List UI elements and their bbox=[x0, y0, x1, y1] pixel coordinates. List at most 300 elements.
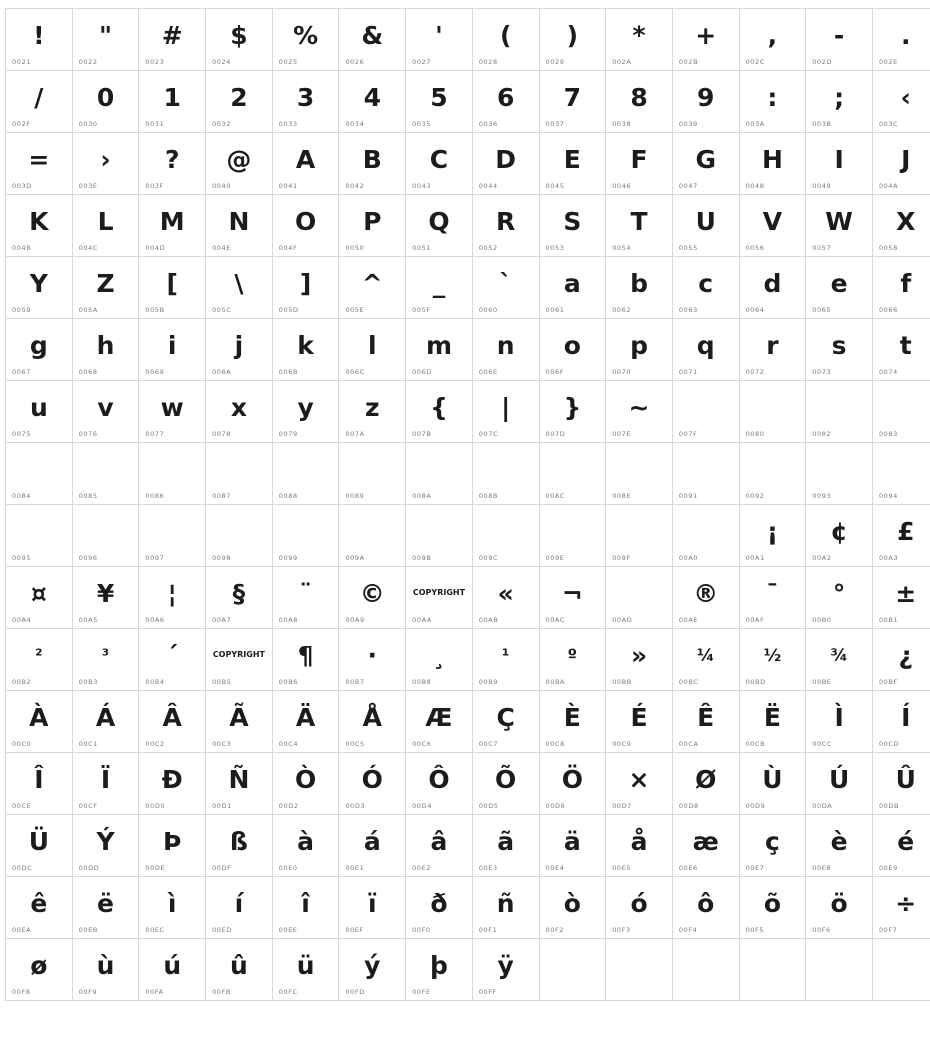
glyph-cell[interactable] bbox=[406, 133, 473, 195]
glyph-character bbox=[606, 567, 672, 609]
glyph-cell[interactable] bbox=[139, 381, 206, 443]
glyph-codepoint: 00E1 bbox=[345, 864, 365, 872]
glyph-cell[interactable] bbox=[872, 629, 930, 691]
glyph-cell[interactable] bbox=[72, 443, 139, 505]
glyph-cell[interactable] bbox=[539, 753, 606, 815]
glyph-cell[interactable] bbox=[406, 381, 473, 443]
glyph-cell[interactable] bbox=[606, 133, 673, 195]
glyph-cell[interactable] bbox=[139, 753, 206, 815]
glyph-cell[interactable] bbox=[406, 877, 473, 939]
glyph-cell[interactable] bbox=[672, 629, 739, 691]
glyph-cell[interactable] bbox=[206, 9, 273, 71]
glyph-cell[interactable] bbox=[6, 505, 73, 567]
glyph-cell[interactable] bbox=[539, 9, 606, 71]
glyph-cell[interactable] bbox=[6, 257, 73, 319]
glyph-codepoint: 0095 bbox=[12, 554, 31, 562]
glyph-cell[interactable] bbox=[872, 505, 930, 567]
glyph-cell[interactable] bbox=[72, 753, 139, 815]
glyph-character: D bbox=[495, 145, 517, 174]
glyph-character: ? bbox=[164, 145, 180, 174]
glyph-cell[interactable] bbox=[606, 257, 673, 319]
glyph-character: 3 bbox=[296, 83, 315, 112]
glyph-cell[interactable] bbox=[406, 257, 473, 319]
glyph-cell[interactable] bbox=[339, 319, 406, 381]
glyph-codepoint: 0026 bbox=[345, 58, 365, 66]
glyph-cell[interactable] bbox=[539, 505, 606, 567]
glyph-cell[interactable] bbox=[606, 629, 673, 691]
glyph-cell[interactable] bbox=[606, 71, 673, 133]
glyph-codepoint: 0072 bbox=[745, 368, 765, 376]
glyph-codepoint: 00D7 bbox=[612, 802, 632, 810]
glyph-character: « bbox=[497, 579, 514, 608]
glyph-cell[interactable] bbox=[406, 319, 473, 381]
glyph-cell[interactable] bbox=[472, 877, 539, 939]
glyph-cell[interactable] bbox=[606, 505, 673, 567]
glyph-cell[interactable] bbox=[6, 195, 73, 257]
glyph-character: Ó bbox=[361, 765, 383, 794]
glyph-cell[interactable] bbox=[339, 443, 406, 505]
glyph-cell[interactable] bbox=[406, 939, 473, 1001]
glyph-cell[interactable] bbox=[6, 443, 73, 505]
glyph-cell[interactable] bbox=[872, 71, 930, 133]
glyph-codepoint: 0052 bbox=[478, 244, 498, 252]
glyph-character bbox=[406, 505, 472, 547]
glyph-character: æ bbox=[692, 827, 719, 856]
glyph-character: a bbox=[563, 269, 581, 298]
glyph-cell[interactable] bbox=[206, 381, 273, 443]
glyph-row bbox=[6, 381, 930, 443]
glyph-cell[interactable] bbox=[672, 753, 739, 815]
glyph-cell[interactable] bbox=[739, 381, 806, 443]
glyph-cell[interactable] bbox=[472, 443, 539, 505]
glyph-cell[interactable] bbox=[339, 753, 406, 815]
glyph-character: Ì bbox=[834, 703, 844, 732]
glyph-cell[interactable] bbox=[739, 71, 806, 133]
glyph-cell[interactable] bbox=[872, 815, 930, 877]
glyph-codepoint: 00A4 bbox=[12, 616, 32, 624]
glyph-cell[interactable] bbox=[472, 71, 539, 133]
glyph-cell[interactable] bbox=[539, 195, 606, 257]
glyph-cell[interactable] bbox=[539, 877, 606, 939]
glyph-row bbox=[6, 567, 930, 629]
glyph-cell[interactable] bbox=[72, 381, 139, 443]
glyph-cell[interactable] bbox=[806, 691, 873, 753]
glyph-cell[interactable] bbox=[472, 753, 539, 815]
glyph-codepoint: 0038 bbox=[612, 120, 632, 128]
glyph-cell[interactable] bbox=[739, 505, 806, 567]
glyph-cell[interactable] bbox=[6, 877, 73, 939]
glyph-cell[interactable] bbox=[339, 815, 406, 877]
glyph-cell[interactable] bbox=[872, 133, 930, 195]
glyph-cell[interactable] bbox=[272, 381, 339, 443]
glyph-codepoint: 00B1 bbox=[878, 616, 899, 624]
glyph-cell[interactable] bbox=[872, 257, 930, 319]
glyph-codepoint: 0060 bbox=[478, 306, 498, 314]
glyph-cell[interactable] bbox=[739, 133, 806, 195]
glyph-cell[interactable] bbox=[6, 939, 73, 1001]
glyph-character: ½ bbox=[763, 646, 782, 666]
glyph-cell[interactable] bbox=[406, 443, 473, 505]
glyph-character: Æ bbox=[425, 703, 453, 732]
glyph-cell[interactable] bbox=[206, 319, 273, 381]
glyph-cell[interactable] bbox=[272, 9, 339, 71]
glyph-cell[interactable] bbox=[806, 319, 873, 381]
glyph-character: q bbox=[696, 331, 715, 360]
glyph-character: r bbox=[766, 331, 779, 360]
glyph-cell[interactable] bbox=[339, 9, 406, 71]
glyph-cell[interactable] bbox=[139, 815, 206, 877]
glyph-codepoint: 00AB bbox=[478, 616, 499, 624]
glyph-codepoint: 008B bbox=[478, 492, 499, 500]
glyph-cell[interactable] bbox=[272, 195, 339, 257]
glyph-cell[interactable] bbox=[872, 877, 930, 939]
glyph-cell[interactable] bbox=[206, 815, 273, 877]
glyph-cell[interactable] bbox=[806, 815, 873, 877]
glyph-cell[interactable] bbox=[406, 505, 473, 567]
glyph-character: c bbox=[698, 269, 714, 298]
glyph-cell[interactable] bbox=[272, 753, 339, 815]
glyph-cell[interactable] bbox=[672, 195, 739, 257]
glyph-cell[interactable] bbox=[272, 257, 339, 319]
glyph-codepoint: 0097 bbox=[145, 554, 165, 562]
glyph-cell[interactable] bbox=[72, 629, 139, 691]
glyph-character: 1 bbox=[163, 83, 181, 112]
glyph-cell[interactable] bbox=[739, 815, 806, 877]
glyph-character: à bbox=[297, 827, 315, 856]
glyph-cell[interactable] bbox=[272, 815, 339, 877]
glyph-codepoint: 006D bbox=[412, 368, 432, 376]
glyph-cell[interactable] bbox=[606, 691, 673, 753]
glyph-cell[interactable] bbox=[472, 9, 539, 71]
glyph-cell[interactable] bbox=[872, 195, 930, 257]
glyph-cell[interactable] bbox=[406, 691, 473, 753]
glyph-character: Ý bbox=[96, 827, 115, 856]
glyph-cell[interactable] bbox=[6, 9, 73, 71]
glyph-cell[interactable] bbox=[739, 195, 806, 257]
glyph-cell[interactable] bbox=[606, 815, 673, 877]
glyph-cell[interactable] bbox=[139, 877, 206, 939]
glyph-cell[interactable] bbox=[739, 629, 806, 691]
glyph-cell[interactable] bbox=[472, 381, 539, 443]
glyph-cell[interactable] bbox=[6, 567, 73, 629]
glyph-cell[interactable] bbox=[72, 567, 139, 629]
glyph-character: Q bbox=[428, 207, 450, 236]
glyph-cell[interactable] bbox=[272, 443, 339, 505]
glyph-cell[interactable] bbox=[539, 567, 606, 629]
glyph-cell[interactable] bbox=[206, 629, 273, 691]
glyph-cell[interactable] bbox=[339, 939, 406, 1001]
glyph-character: ³ bbox=[101, 646, 110, 666]
glyph-cell[interactable] bbox=[406, 815, 473, 877]
glyph-character: É bbox=[630, 703, 648, 732]
glyph-cell[interactable] bbox=[6, 753, 73, 815]
glyph-cell[interactable] bbox=[272, 133, 339, 195]
glyph-cell[interactable] bbox=[739, 257, 806, 319]
glyph-codepoint: 0071 bbox=[678, 368, 698, 376]
glyph-cell[interactable] bbox=[539, 691, 606, 753]
glyph-cell[interactable] bbox=[606, 877, 673, 939]
glyph-cell[interactable] bbox=[606, 9, 673, 71]
glyph-cell[interactable] bbox=[872, 443, 930, 505]
glyph-codepoint: 00A8 bbox=[278, 616, 299, 624]
glyph-character: J bbox=[901, 145, 911, 174]
glyph-codepoint: 0066 bbox=[878, 306, 898, 314]
glyph-cell[interactable] bbox=[539, 443, 606, 505]
glyph-cell[interactable] bbox=[606, 567, 673, 629]
glyph-cell[interactable] bbox=[139, 133, 206, 195]
glyph-character: G bbox=[695, 145, 716, 174]
glyph-codepoint: 0092 bbox=[745, 492, 765, 500]
glyph-cell[interactable] bbox=[72, 939, 139, 1001]
glyph-cell[interactable] bbox=[72, 505, 139, 567]
glyph-codepoint: 0082 bbox=[812, 430, 832, 438]
glyph-cell[interactable] bbox=[72, 815, 139, 877]
glyph-cell[interactable] bbox=[72, 691, 139, 753]
glyph-cell[interactable] bbox=[139, 939, 206, 1001]
glyph-cell[interactable] bbox=[672, 319, 739, 381]
glyph-cell[interactable] bbox=[606, 753, 673, 815]
glyph-character: ¼ bbox=[696, 646, 715, 666]
glyph-cell[interactable] bbox=[339, 629, 406, 691]
glyph-cell[interactable] bbox=[606, 381, 673, 443]
glyph-cell[interactable] bbox=[206, 443, 273, 505]
glyph-character: í bbox=[234, 889, 244, 918]
glyph-cell[interactable] bbox=[339, 133, 406, 195]
glyph-cell[interactable] bbox=[206, 691, 273, 753]
glyph-cell[interactable] bbox=[72, 9, 139, 71]
glyph-cell[interactable] bbox=[6, 691, 73, 753]
glyph-codepoint: 00AE bbox=[678, 616, 699, 624]
glyph-cell[interactable] bbox=[606, 319, 673, 381]
glyph-cell[interactable] bbox=[206, 877, 273, 939]
glyph-codepoint: 00A9 bbox=[345, 616, 365, 624]
glyph-cell[interactable] bbox=[406, 567, 473, 629]
glyph-cell[interactable] bbox=[806, 753, 873, 815]
glyph-cell[interactable] bbox=[672, 257, 739, 319]
glyph-character: ô bbox=[697, 889, 715, 918]
glyph-character: 5 bbox=[430, 83, 448, 112]
glyph-cell[interactable] bbox=[206, 567, 273, 629]
glyph-cell[interactable] bbox=[339, 691, 406, 753]
glyph-cell[interactable] bbox=[6, 381, 73, 443]
glyph-cell[interactable] bbox=[339, 381, 406, 443]
glyph-cell[interactable] bbox=[206, 257, 273, 319]
glyph-cell[interactable] bbox=[672, 71, 739, 133]
glyph-character: Å bbox=[362, 703, 382, 732]
glyph-cell[interactable] bbox=[472, 939, 539, 1001]
glyph-codepoint: 0045 bbox=[545, 182, 565, 190]
glyph-cell[interactable] bbox=[272, 691, 339, 753]
glyph-character: ù bbox=[96, 951, 115, 980]
glyph-cell[interactable] bbox=[6, 71, 73, 133]
glyph-cell[interactable] bbox=[139, 71, 206, 133]
glyph-cell[interactable] bbox=[672, 877, 739, 939]
glyph-character: Y bbox=[29, 269, 48, 298]
glyph-cell[interactable] bbox=[539, 319, 606, 381]
glyph-character bbox=[206, 505, 272, 547]
glyph-cell[interactable] bbox=[6, 133, 73, 195]
glyph-cell[interactable] bbox=[739, 567, 806, 629]
glyph-cell[interactable] bbox=[272, 71, 339, 133]
glyph-cell[interactable] bbox=[72, 133, 139, 195]
glyph-cell[interactable] bbox=[406, 629, 473, 691]
glyph-codepoint: 0050 bbox=[345, 244, 365, 252]
glyph-cell[interactable] bbox=[206, 939, 273, 1001]
glyph-character: Ê bbox=[697, 703, 715, 732]
glyph-cell[interactable] bbox=[139, 257, 206, 319]
glyph-cell[interactable] bbox=[72, 877, 139, 939]
glyph-cell[interactable] bbox=[472, 195, 539, 257]
glyph-cell[interactable] bbox=[206, 753, 273, 815]
glyph-cell[interactable] bbox=[672, 691, 739, 753]
glyph-character: ` bbox=[499, 269, 512, 298]
glyph-cell[interactable] bbox=[539, 629, 606, 691]
glyph-cell[interactable] bbox=[806, 381, 873, 443]
glyph-cell[interactable] bbox=[6, 815, 73, 877]
glyph-codepoint: 00C4 bbox=[278, 740, 299, 748]
glyph-cell[interactable] bbox=[6, 629, 73, 691]
glyph-cell[interactable] bbox=[806, 133, 873, 195]
glyph-cell[interactable] bbox=[472, 319, 539, 381]
glyph-codepoint: 0070 bbox=[612, 368, 632, 376]
glyph-character: 4 bbox=[363, 83, 381, 112]
glyph-cell[interactable] bbox=[739, 691, 806, 753]
glyph-cell[interactable] bbox=[806, 567, 873, 629]
glyph-cell[interactable] bbox=[339, 505, 406, 567]
glyph-character: Ô bbox=[428, 765, 450, 794]
glyph-cell[interactable] bbox=[139, 629, 206, 691]
glyph-cell[interactable] bbox=[406, 71, 473, 133]
glyph-cell[interactable] bbox=[539, 257, 606, 319]
glyph-cell[interactable] bbox=[72, 195, 139, 257]
glyph-cell[interactable] bbox=[606, 443, 673, 505]
glyph-cell[interactable] bbox=[406, 753, 473, 815]
glyph-cell[interactable] bbox=[272, 939, 339, 1001]
glyph-cell[interactable] bbox=[272, 319, 339, 381]
glyph-cell[interactable] bbox=[806, 71, 873, 133]
glyph-cell[interactable] bbox=[206, 505, 273, 567]
glyph-cell[interactable] bbox=[672, 815, 739, 877]
glyph-cell[interactable] bbox=[872, 381, 930, 443]
glyph-cell[interactable] bbox=[672, 9, 739, 71]
glyph-cell[interactable] bbox=[272, 505, 339, 567]
glyph-cell[interactable] bbox=[339, 195, 406, 257]
glyph-cell[interactable] bbox=[472, 133, 539, 195]
glyph-cell[interactable] bbox=[806, 257, 873, 319]
glyph-cell[interactable] bbox=[672, 443, 739, 505]
glyph-cell[interactable] bbox=[739, 443, 806, 505]
glyph-codepoint: 0099 bbox=[278, 554, 298, 562]
glyph-cell[interactable] bbox=[206, 71, 273, 133]
glyph-character: / bbox=[34, 83, 44, 112]
glyph-character: = bbox=[28, 145, 50, 174]
glyph-cell[interactable] bbox=[672, 505, 739, 567]
glyph-codepoint: 00FA bbox=[145, 988, 164, 996]
glyph-cell[interactable] bbox=[339, 877, 406, 939]
glyph-cell[interactable] bbox=[672, 381, 739, 443]
glyph-cell[interactable] bbox=[806, 877, 873, 939]
glyph-cell[interactable] bbox=[739, 319, 806, 381]
glyph-codepoint: 0061 bbox=[545, 306, 565, 314]
glyph-cell[interactable] bbox=[472, 815, 539, 877]
glyph-codepoint: 0086 bbox=[145, 492, 165, 500]
glyph-cell[interactable] bbox=[406, 9, 473, 71]
glyph-character: þ bbox=[430, 951, 448, 980]
glyph-cell[interactable] bbox=[339, 71, 406, 133]
glyph-cell[interactable] bbox=[872, 319, 930, 381]
glyph-cell[interactable] bbox=[672, 133, 739, 195]
glyph-character: ú bbox=[163, 951, 182, 980]
glyph-cell[interactable] bbox=[206, 133, 273, 195]
glyph-cell[interactable] bbox=[139, 195, 206, 257]
glyph-character: COPYRIGHT bbox=[412, 588, 466, 597]
glyph-cell[interactable] bbox=[472, 257, 539, 319]
glyph-cell[interactable] bbox=[72, 257, 139, 319]
glyph-cell[interactable] bbox=[539, 815, 606, 877]
glyph-cell[interactable] bbox=[472, 691, 539, 753]
glyph-cell[interactable] bbox=[472, 629, 539, 691]
glyph-cell[interactable] bbox=[672, 567, 739, 629]
glyph-cell[interactable] bbox=[539, 133, 606, 195]
glyph-cell[interactable] bbox=[272, 629, 339, 691]
glyph-character: T bbox=[630, 207, 648, 236]
glyph-cell[interactable] bbox=[206, 195, 273, 257]
glyph-cell[interactable] bbox=[872, 691, 930, 753]
glyph-codepoint: 0028 bbox=[478, 58, 498, 66]
glyph-cell[interactable] bbox=[739, 753, 806, 815]
glyph-codepoint: 0093 bbox=[812, 492, 832, 500]
glyph-codepoint: 0025 bbox=[278, 58, 298, 66]
glyph-cell[interactable] bbox=[472, 505, 539, 567]
glyph-cell[interactable] bbox=[539, 381, 606, 443]
glyph-cell[interactable] bbox=[139, 319, 206, 381]
glyph-cell[interactable] bbox=[272, 567, 339, 629]
glyph-cell[interactable] bbox=[806, 629, 873, 691]
glyph-codepoint: 00F3 bbox=[612, 926, 631, 934]
glyph-cell[interactable] bbox=[806, 443, 873, 505]
glyph-cell[interactable] bbox=[872, 567, 930, 629]
glyph-cell[interactable] bbox=[272, 877, 339, 939]
glyph-cell[interactable] bbox=[806, 195, 873, 257]
glyph-cell[interactable] bbox=[806, 505, 873, 567]
glyph-cell[interactable] bbox=[139, 691, 206, 753]
glyph-cell[interactable] bbox=[139, 567, 206, 629]
glyph-cell-empty bbox=[806, 939, 873, 1001]
glyph-character: " bbox=[99, 21, 113, 50]
glyph-cell[interactable] bbox=[739, 9, 806, 71]
glyph-cell[interactable] bbox=[339, 567, 406, 629]
glyph-cell[interactable] bbox=[406, 195, 473, 257]
glyph-cell[interactable] bbox=[72, 319, 139, 381]
glyph-row bbox=[6, 939, 930, 1001]
glyph-codepoint: 00B0 bbox=[812, 616, 832, 624]
glyph-cell[interactable] bbox=[872, 753, 930, 815]
glyph-cell[interactable] bbox=[139, 443, 206, 505]
glyph-codepoint: 00AC bbox=[545, 616, 566, 624]
glyph-cell[interactable] bbox=[806, 9, 873, 71]
glyph-cell[interactable] bbox=[472, 567, 539, 629]
glyph-cell[interactable] bbox=[6, 319, 73, 381]
glyph-cell[interactable] bbox=[139, 505, 206, 567]
glyph-cell[interactable] bbox=[872, 9, 930, 71]
glyph-cell[interactable] bbox=[139, 9, 206, 71]
glyph-codepoint: 00BA bbox=[545, 678, 566, 686]
glyph-cell[interactable] bbox=[739, 877, 806, 939]
glyph-cell[interactable] bbox=[72, 71, 139, 133]
glyph-cell[interactable] bbox=[539, 71, 606, 133]
glyph-cell[interactable] bbox=[339, 257, 406, 319]
glyph-cell[interactable] bbox=[606, 195, 673, 257]
